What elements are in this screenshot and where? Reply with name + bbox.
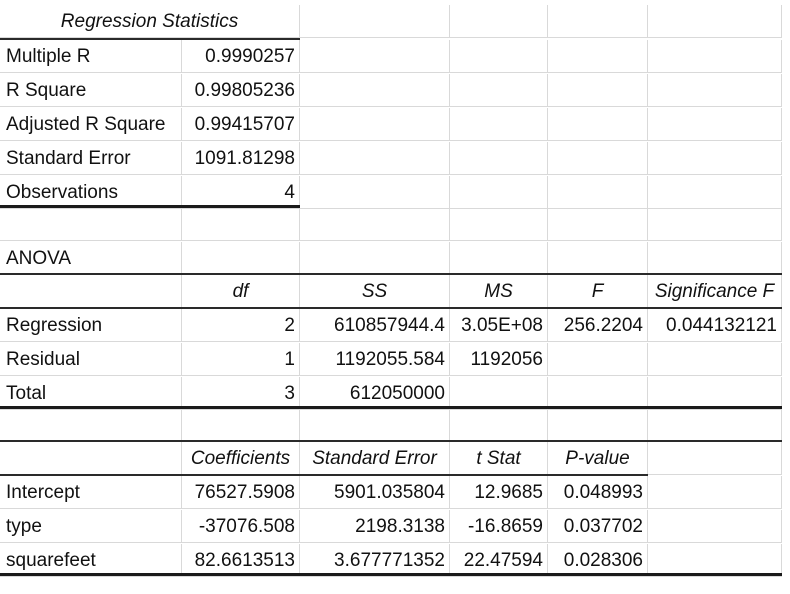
empty-cell[interactable] (300, 409, 450, 442)
empty-cell[interactable] (182, 208, 300, 241)
coefficient-p-value[interactable]: 0.037702 (548, 510, 648, 543)
empty-cell[interactable] (300, 74, 450, 107)
empty-cell[interactable] (450, 142, 548, 175)
stat-row (0, 142, 790, 176)
empty-cell[interactable] (450, 74, 548, 107)
anova-row (0, 343, 790, 377)
anova-f[interactable] (548, 343, 648, 376)
empty-cell[interactable] (648, 5, 782, 38)
coefficient-label[interactable]: type (0, 510, 182, 543)
empty-cell[interactable] (450, 40, 548, 73)
stat-row (0, 108, 790, 142)
empty-cell[interactable] (648, 476, 782, 509)
empty-cell[interactable] (300, 5, 450, 38)
empty-cell[interactable] (548, 74, 648, 107)
empty-cell[interactable] (548, 40, 648, 73)
anova-significance-f[interactable] (648, 343, 782, 376)
empty-cell[interactable] (300, 176, 450, 209)
regression-statistics-title-row (0, 5, 790, 39)
coefficient-row (0, 510, 790, 544)
anova-df[interactable]: 1 (182, 343, 300, 376)
anova-row-label[interactable]: Residual (0, 343, 182, 376)
empty-cell[interactable] (450, 409, 548, 442)
empty-cell[interactable] (450, 242, 548, 275)
stat-label[interactable]: Adjusted R Square (0, 108, 182, 141)
stat-value[interactable]: 0.99805236 (182, 74, 300, 107)
coefficient-t-stat[interactable]: 22.47594 (450, 544, 548, 577)
empty-cell[interactable] (182, 242, 300, 275)
empty-cell[interactable] (300, 242, 450, 275)
anova-significance-f[interactable]: 0.044132121 (648, 309, 782, 342)
empty-cell[interactable] (648, 208, 782, 241)
stat-label[interactable]: Standard Error (0, 142, 182, 175)
empty-cell[interactable] (648, 442, 782, 475)
blank-row (0, 208, 790, 242)
empty-cell[interactable] (548, 176, 648, 209)
empty-cell[interactable] (300, 142, 450, 175)
coefficient-value[interactable]: 82.6613513 (182, 544, 300, 577)
empty-cell[interactable] (0, 208, 182, 241)
empty-cell[interactable] (548, 5, 648, 38)
empty-cell[interactable] (300, 208, 450, 241)
anova-header-f[interactable]: F (548, 275, 648, 308)
anova-title-row (0, 242, 790, 276)
empty-cell[interactable] (450, 176, 548, 209)
anova-ms[interactable]: 1192056 (450, 343, 548, 376)
anova-title[interactable]: ANOVA (0, 242, 182, 275)
empty-cell[interactable] (450, 208, 548, 241)
stat-value[interactable]: 1091.81298 (182, 142, 300, 175)
anova-f[interactable]: 256.2204 (548, 309, 648, 342)
stat-row (0, 40, 790, 74)
empty-cell[interactable] (182, 409, 300, 442)
anova-row (0, 309, 790, 343)
coefficient-t-stat[interactable]: 12.9685 (450, 476, 548, 509)
anova-ms[interactable]: 3.05E+08 (450, 309, 548, 342)
coefficient-p-value[interactable]: 0.028306 (548, 544, 648, 577)
coefficient-value[interactable]: 76527.5908 (182, 476, 300, 509)
empty-cell[interactable] (648, 176, 782, 209)
empty-cell[interactable] (548, 108, 648, 141)
regression-statistics-title[interactable]: Regression Statistics (0, 5, 300, 38)
anova-row-label[interactable]: Regression (0, 309, 182, 342)
anova-df[interactable]: 3 (182, 377, 300, 410)
stat-value[interactable]: 4 (182, 176, 300, 209)
coefficient-p-value[interactable]: 0.048993 (548, 476, 648, 509)
anova-header[interactable] (0, 275, 182, 308)
coefficient-label[interactable]: squarefeet (0, 544, 182, 577)
anova-row-label[interactable]: Total (0, 377, 182, 410)
empty-cell[interactable] (648, 242, 782, 275)
coefficients-header-p-value[interactable]: P-value (548, 442, 648, 475)
blank-row (0, 409, 790, 443)
empty-cell[interactable] (648, 142, 782, 175)
anova-header-significance-f[interactable]: Significance F (648, 275, 782, 308)
stat-label[interactable]: Observations (0, 176, 182, 209)
empty-cell[interactable] (648, 510, 782, 543)
coefficients-header[interactable] (0, 442, 182, 475)
coefficient-value[interactable]: -37076.508 (182, 510, 300, 543)
empty-cell[interactable] (648, 74, 782, 107)
coefficients-header-standard-error[interactable]: Standard Error (300, 442, 450, 475)
coefficient-row (0, 476, 790, 510)
anova-header-df[interactable]: df (182, 275, 300, 308)
empty-cell[interactable] (0, 409, 182, 442)
anova-header-ms[interactable]: MS (450, 275, 548, 308)
empty-cell[interactable] (548, 409, 648, 442)
stat-label[interactable]: R Square (0, 74, 182, 107)
coefficient-standard-error[interactable]: 5901.035804 (300, 476, 450, 509)
anova-ss[interactable]: 612050000 (300, 377, 450, 410)
anova-ss[interactable]: 1192055.584 (300, 343, 450, 376)
coefficients-header-row (0, 442, 790, 476)
coefficients-header-coefficients[interactable]: Coefficients (182, 442, 300, 475)
empty-cell[interactable] (548, 208, 648, 241)
stat-value[interactable]: 0.99415707 (182, 108, 300, 141)
stat-label[interactable]: Multiple R (0, 40, 182, 73)
empty-cell[interactable] (648, 40, 782, 73)
empty-cell[interactable] (648, 108, 782, 141)
coefficient-standard-error[interactable]: 3.677771352 (300, 544, 450, 577)
empty-cell[interactable] (548, 142, 648, 175)
empty-cell[interactable] (450, 108, 548, 141)
coefficient-label[interactable]: Intercept (0, 476, 182, 509)
coefficient-t-stat[interactable]: -16.8659 (450, 510, 548, 543)
anova-df[interactable]: 2 (182, 309, 300, 342)
empty-cell[interactable] (300, 108, 450, 141)
coefficients-header-t-stat[interactable]: t Stat (450, 442, 548, 475)
anova-header-row (0, 275, 790, 309)
table-rule (0, 573, 782, 576)
empty-cell[interactable] (548, 242, 648, 275)
stat-row (0, 74, 790, 108)
empty-cell[interactable] (300, 40, 450, 73)
anova-header-ss[interactable]: SS (300, 275, 450, 308)
coefficient-standard-error[interactable]: 2198.3138 (300, 510, 450, 543)
stat-value[interactable]: 0.9990257 (182, 40, 300, 73)
empty-cell[interactable] (648, 409, 782, 442)
anova-ss[interactable]: 610857944.4 (300, 309, 450, 342)
empty-cell[interactable] (450, 5, 548, 38)
